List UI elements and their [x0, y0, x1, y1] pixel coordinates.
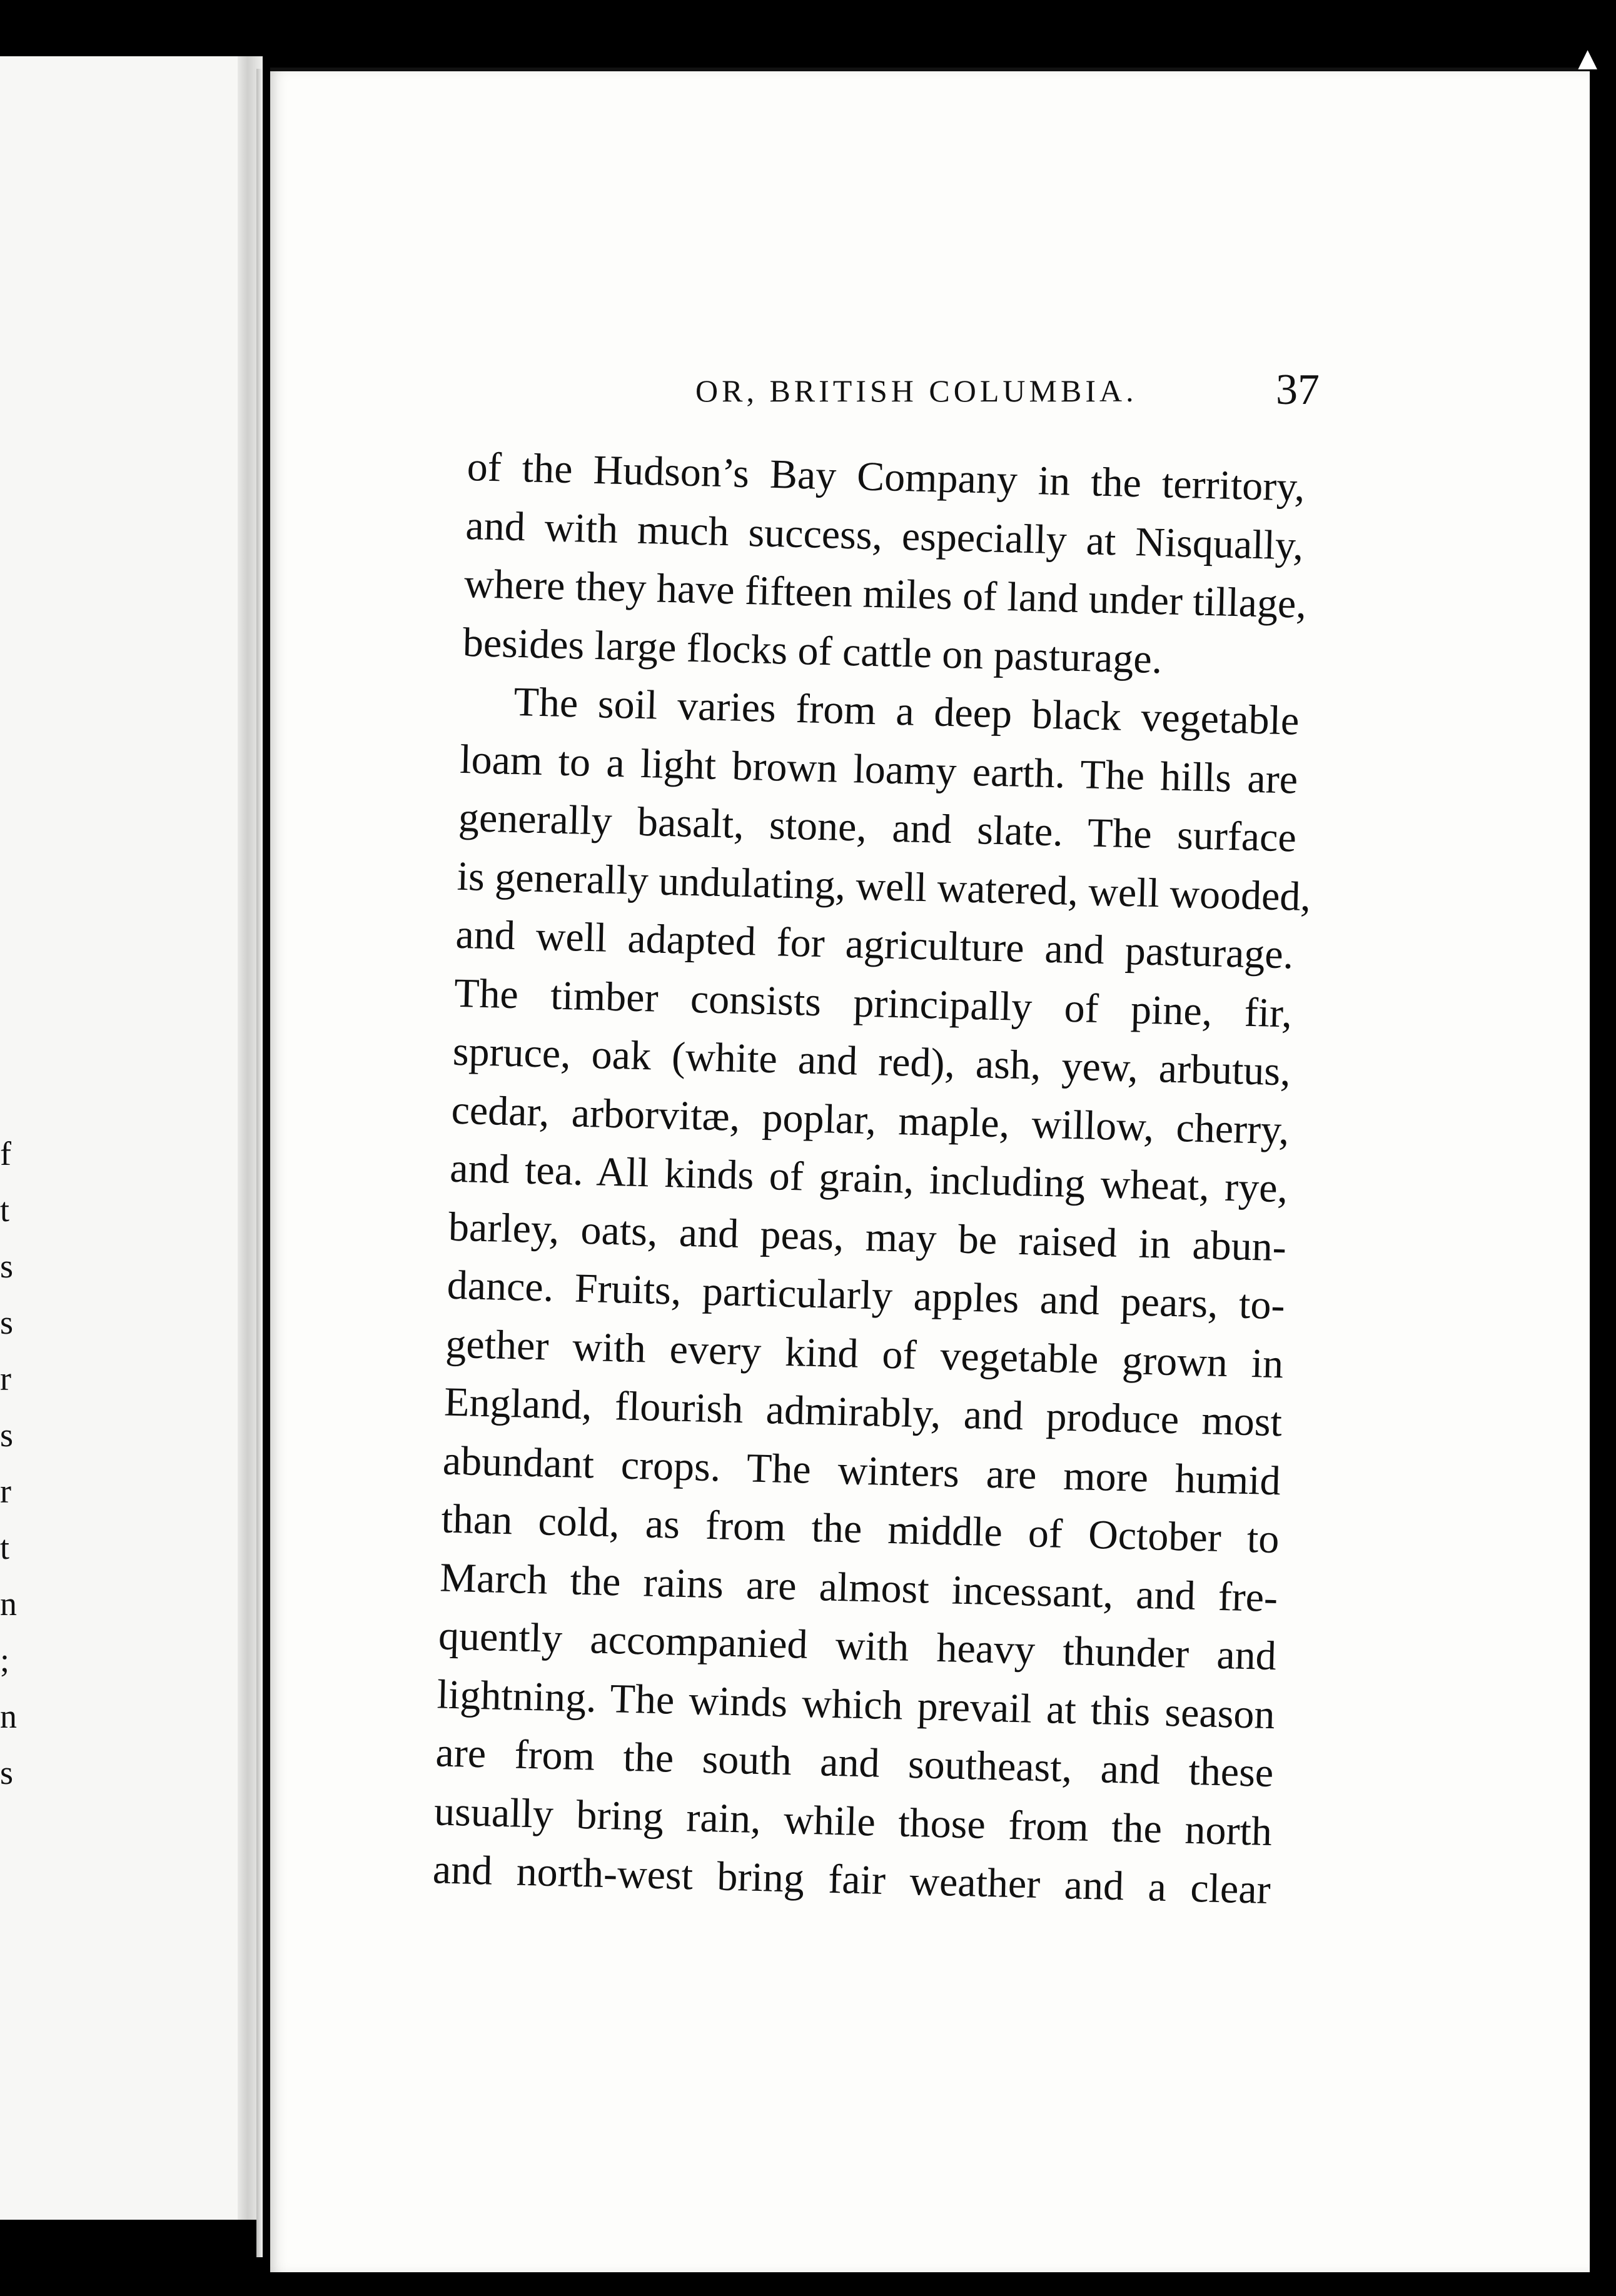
text-line: England, flourish admirably, and produce most — [443, 1379, 1283, 1446]
margin-fragment: t — [0, 1529, 10, 1566]
scan-corner-mark-icon: ▲ — [1578, 44, 1597, 73]
margin-fragment: r — [0, 1473, 11, 1510]
book-gutter — [256, 69, 263, 2257]
margin-fragment: f — [0, 1135, 11, 1172]
margin-fragment: s — [0, 1416, 14, 1454]
text-line: and with much success, especially at Nisqually, — [465, 502, 1305, 569]
text-line: gether with every kind of vegetable grown in — [445, 1321, 1285, 1387]
text-line: and well adapted for agriculture and pasturage. — [455, 911, 1295, 978]
margin-fragment: n — [0, 1585, 17, 1623]
margin-fragment: t — [0, 1191, 10, 1229]
text-line: where they have fifteen miles of land under tillage, — [463, 560, 1307, 627]
margin-fragment: s — [0, 1754, 14, 1791]
body-text — [432, 438, 1311, 1920]
left-page-margin-fragments — [0, 1125, 19, 1801]
text-line: loam to a light brown loamy earth. The hills are — [459, 736, 1298, 803]
text-line: spruce, oak (white and red), ash, yew, arbutus, — [452, 1028, 1291, 1095]
text-line: usually bring rain, while those from the north — [433, 1788, 1273, 1855]
text-line: generally basalt, stone, and slate. The surface — [458, 794, 1297, 861]
text-line: dance. Fruits, particularly apples and pears, to- — [446, 1262, 1286, 1329]
text-line: barley, oats, and peas, may be raised in abun- — [448, 1204, 1287, 1270]
text-line: and north-west bring fair weather and a clear — [432, 1846, 1271, 1913]
text-line: cedar, arborvitæ, poplar, maple, willow, cherry, — [450, 1087, 1290, 1153]
text-line: The soil varies from a deep black vegetable — [513, 678, 1300, 744]
text-line: lightning. The winds which prevail at this season — [436, 1671, 1276, 1738]
margin-fragment: n — [0, 1698, 17, 1735]
text-line: of the Hudson’s Bay Company in the territory, — [466, 443, 1306, 510]
text-line: quently accompanied with heavy thunder and — [438, 1613, 1277, 1679]
text-line: is generally undulating, well watered, well wooded, — [456, 853, 1311, 920]
text-line: are from the south and southeast, and these — [435, 1730, 1275, 1796]
page-number: 37 — [1276, 366, 1320, 414]
running-head: OR, BRITISH COLUMBIA. — [695, 373, 1138, 408]
margin-fragment: s — [0, 1247, 14, 1285]
margin-fragment: s — [0, 1304, 14, 1341]
paragraph-2 — [432, 672, 1311, 1920]
left-facing-page — [0, 56, 254, 2220]
margin-fragment: r — [0, 1360, 11, 1397]
text-line: The timber consists principally of pine, fir, — [453, 970, 1293, 1036]
text-line: and tea. All kinds of grain, including wheat, rye, — [449, 1145, 1288, 1212]
text-line: March the rains are almost incessant, and fre- — [439, 1554, 1278, 1621]
text-line: besides large flocks of cattle on pasturage. — [462, 619, 1163, 682]
text-line: abundant crops. The winters are more humid — [442, 1438, 1281, 1504]
margin-fragment: ; — [0, 1641, 10, 1679]
text-line: than cold, as from the middle of October to — [440, 1496, 1280, 1563]
paragraph-1 — [462, 438, 1306, 692]
